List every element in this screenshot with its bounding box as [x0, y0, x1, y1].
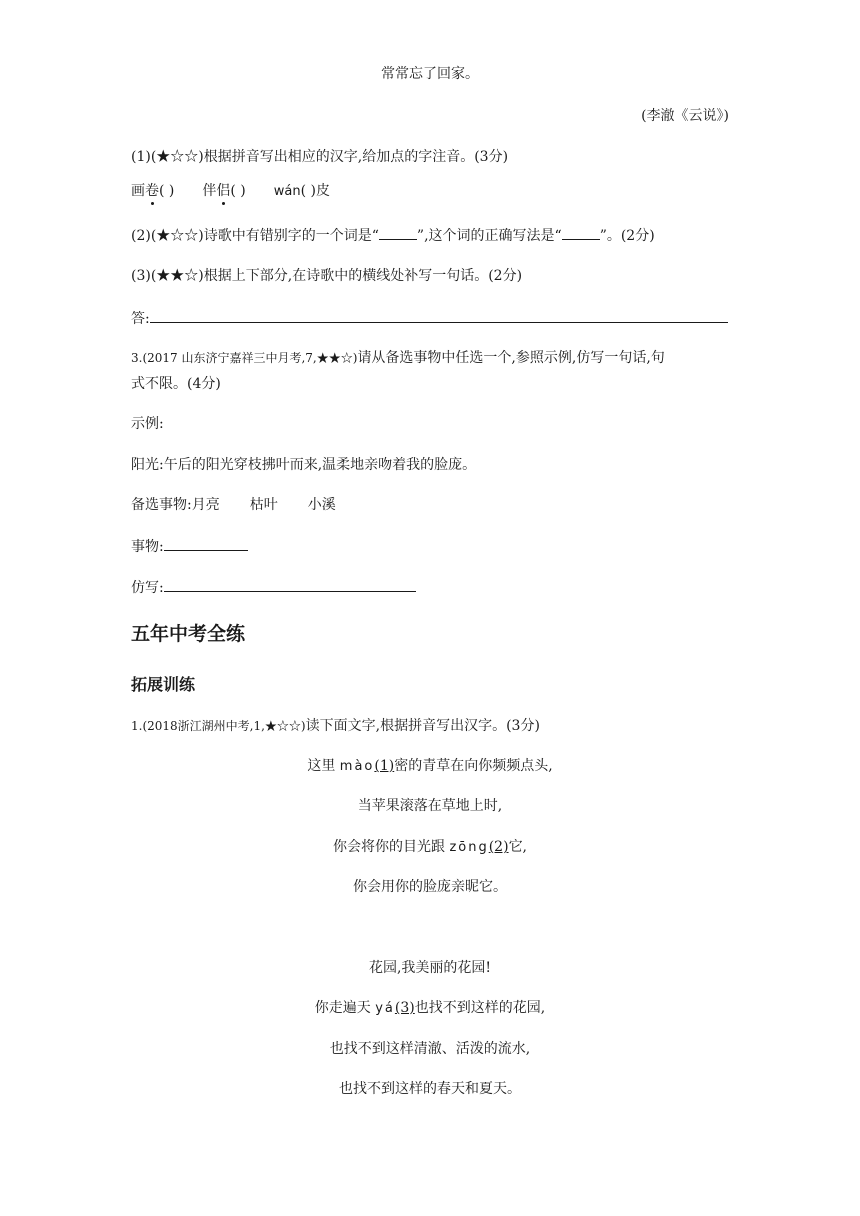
blank-mark-1[interactable]: (1)	[374, 758, 395, 774]
pinyin-zong: zōng	[449, 840, 489, 855]
imitate-blank[interactable]	[164, 577, 416, 592]
q1-item1-pre: 画	[131, 183, 145, 199]
blank-mark-2[interactable]: (2)	[488, 839, 509, 855]
task3-prompt-line2: 式不限。(4分)	[131, 376, 221, 392]
pinyin-ya: yá	[375, 1001, 395, 1016]
thing-line	[131, 536, 248, 557]
blank-mark-3[interactable]: (3)	[394, 1000, 415, 1016]
q1-item3-post: 皮	[315, 183, 330, 199]
q2-part2: ”,这个词的正确写法是“	[416, 228, 562, 244]
q2-wrong-word-blank[interactable]	[379, 225, 417, 240]
option-creek: 小溪	[307, 497, 336, 513]
q2-correct-word-blank[interactable]	[562, 225, 600, 240]
option-dry-leaf: 枯叶	[249, 497, 278, 513]
q1-prompt: (1)(★☆☆)根据拼音写出相应的汉字,给加点的字注音。(3分)	[131, 149, 509, 165]
q1-item2-pre: 伴	[202, 183, 217, 199]
q3-prompt: (3)(★★☆)根据上下部分,在诗歌中的横线处补写一句话。(2分)	[131, 268, 523, 284]
poem2-line8: 也找不到这样的春天和夏天。	[339, 1081, 521, 1097]
exercise1-source: 1.(2018浙江湖州中考,1,★☆☆)	[131, 719, 306, 733]
exercise1-prompt-text: 读下面文字,根据拼音写出汉字。(3分)	[305, 718, 540, 734]
q3-answer-blank[interactable]	[150, 308, 728, 323]
q1-item3-pinyin: wán	[273, 184, 301, 199]
imitate-label: 仿写:	[131, 580, 164, 596]
q1-item1-dotted-char: 卷	[145, 183, 159, 199]
poem2-line3	[0, 837, 860, 858]
poem-last-line: 常常忘了回家。	[381, 66, 479, 82]
section-subtitle: 拓展训练	[131, 675, 196, 694]
q1-items	[131, 181, 330, 202]
line1-text-b: 密的青草在向你频频点头,	[394, 758, 553, 774]
q1-item2-blank[interactable]: ( )	[230, 183, 246, 199]
poem2-line1	[0, 756, 860, 777]
imitate-line	[131, 577, 416, 598]
poem2-line6	[0, 998, 860, 1019]
poem2-line2: 当苹果滚落在草地上时,	[357, 798, 503, 814]
q2-line	[131, 225, 655, 246]
options-line	[131, 495, 336, 515]
poem2-line5: 花园,我美丽的花园!	[368, 960, 492, 976]
poem-source: (李澈《云说》)	[641, 108, 729, 124]
q1-item3-blank[interactable]: ( )	[300, 183, 316, 199]
option-moon: 月亮	[191, 497, 220, 513]
options-label: 备选事物:	[131, 497, 192, 513]
section-title: 五年中考全练	[131, 623, 246, 645]
example-label: 示例:	[131, 416, 164, 432]
poem2-line7: 也找不到这样清澈、活泼的流水,	[329, 1041, 531, 1057]
exercise1-prompt	[131, 716, 540, 736]
line6-text-b: 也找不到这样的花园,	[414, 1000, 546, 1016]
answer-label: 答:	[131, 311, 150, 327]
q2-part1: (2)(★☆☆)诗歌中有错别字的一个词是“	[131, 228, 379, 244]
q1-item2-dotted-char: 侣	[216, 183, 231, 199]
example-text: 阳光:午后的阳光穿枝拂叶而来,温柔地亲吻着我的脸庞。	[131, 457, 477, 473]
thing-blank[interactable]	[164, 536, 248, 551]
task3-prompt-rest: 请从备选事物中任选一个,参照示例,仿写一句话,句	[357, 350, 665, 366]
line6-text-a: 你走遍天	[314, 1000, 376, 1016]
poem2-line4: 你会用你的脸庞亲昵它。	[353, 879, 507, 895]
task3-source: 3.(2017 山东济宁嘉祥三中月考,7,★★☆)	[131, 351, 358, 365]
thing-label: 事物:	[131, 539, 164, 555]
pinyin-mao: mào	[339, 759, 375, 774]
q3-answer-line	[131, 308, 728, 329]
q2-part3: ”。(2分)	[599, 228, 655, 244]
line1-text-a: 这里	[307, 758, 340, 774]
q1-item1-blank[interactable]: ( )	[159, 183, 175, 199]
line3-text-b: 它,	[508, 839, 528, 855]
task3-prompt	[131, 348, 665, 368]
line3-text-a: 你会将你的目光跟	[332, 839, 450, 855]
